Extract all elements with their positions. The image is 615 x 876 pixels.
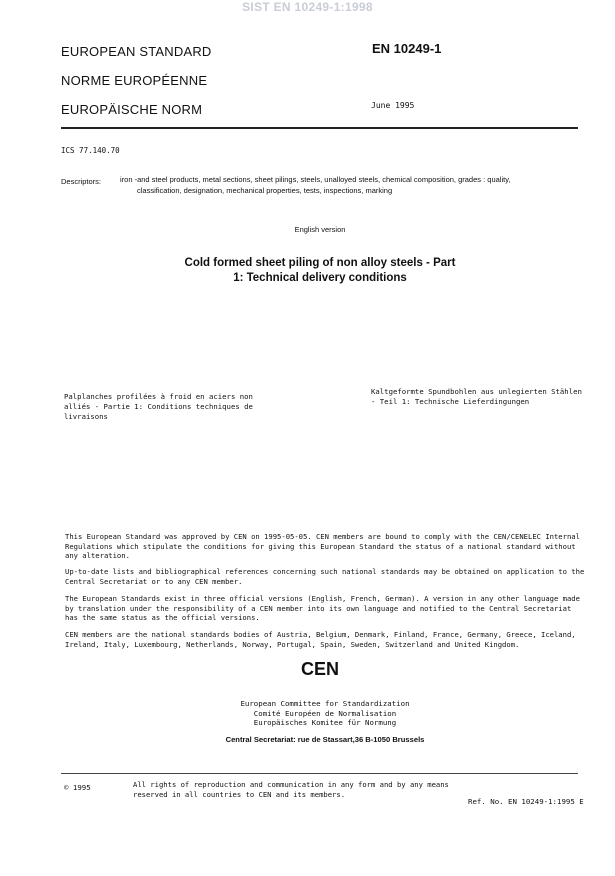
document-title xyxy=(160,256,480,286)
descriptors-text xyxy=(120,174,580,196)
footer-divider xyxy=(61,773,578,774)
document-title-line-2: 1: Technical delivery conditions xyxy=(233,272,407,284)
version-label: English version xyxy=(294,225,346,234)
title-english: EUROPEAN STANDARD xyxy=(61,44,212,59)
ics-code: ICS 77.140.70 xyxy=(61,146,120,155)
paragraph-references: Up-to-date lists and bibliographical references concerning such national standards may be obtained on application to the Central Secretariat or to any CEN member. xyxy=(65,567,585,586)
paragraph-members: CEN members are the national standards bodies of Austria, Belgium, Denmark, Finland, France, Germany, Greece, Iceland, Ireland, Italy, Luxembourg, Netherlands, Norway, Portugal, Spain, Sweden, Switzerland and United Kingdom. xyxy=(65,630,576,649)
watermark: SIST EN 10249-1:1998 xyxy=(242,0,373,14)
header-divider xyxy=(61,127,578,129)
committee-english: European Committee for Standardization xyxy=(240,699,410,708)
paragraph-versions: The European Standards exist in three official versions (English, French, German). A version in any other language made by translation under the responsibility of a CEN member into its own language and notified to the Central Secretariat has the same status as the official versions. xyxy=(65,594,580,623)
central-secretariat: Central Secretariat: rue de Stassart,36 B-1050 Brussels xyxy=(225,735,425,744)
committee-german: Europäisches Komitee für Normung xyxy=(253,718,397,728)
descriptors-line-2: classification, designation, mechanical properties, tests, inspections, marking xyxy=(137,186,393,195)
german-title: Kaltgeformte Spundbohlen aus unlegierten Stählen - Teil 1: Technische Lieferdingungen xyxy=(371,387,582,406)
committee-french: Comité Européen de Normalisation xyxy=(253,708,397,718)
rights-notice: All rights of reproduction and communication in any form and by any means reserved in all countries to CEN and its members. xyxy=(133,780,449,799)
copyright-year: © 1995 xyxy=(64,783,91,792)
descriptors-label: Descriptors: xyxy=(61,177,102,186)
standard-number: EN 10249-1 xyxy=(372,41,442,56)
french-title: Palplanches profilées à froid en aciers non alliés - Partie 1: Conditions techniques de livraisons xyxy=(64,392,253,421)
document-title-line-1: Cold formed sheet piling of non alloy steels - Part xyxy=(184,257,456,269)
descriptors-line-1: iron -and steel products, metal sections, sheet pilings, steels, unalloyed steels, chemical composition, grades : quality, xyxy=(120,175,511,184)
title-french: NORME EUROPÉENNE xyxy=(61,73,208,88)
reference-number: Ref. No. EN 10249-1:1995 E xyxy=(468,797,584,806)
title-german: EUROPÄISCHE NORM xyxy=(61,102,203,117)
committee-names xyxy=(0,699,615,728)
cen-logo: CEN xyxy=(300,659,339,679)
publication-date: June 1995 xyxy=(371,101,415,110)
paragraph-approval: This European Standard was approved by CEN on 1995-05-05. CEN members are bound to comply with the CEN/CENELEC Internal Regulations which stipulate the conditions for giving this European Standard the status of a national standard without any alteration. xyxy=(65,532,580,561)
